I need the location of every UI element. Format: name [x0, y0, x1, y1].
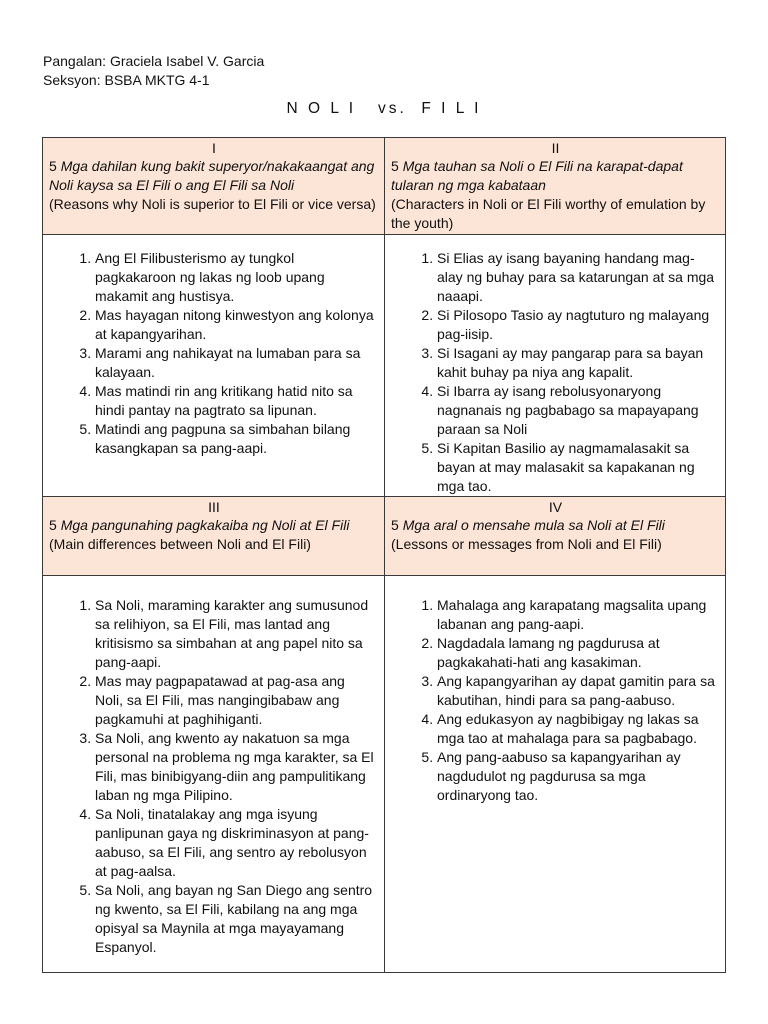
- list-item: 5. Sa Noli, ang bayan ng San Diego ang sentro ng kwento, sa El Fili, kabilang na ang mga opisyal sa Maynila at mga mayayamang Espanyol.: [95, 881, 374, 957]
- quadrant-header-1: [43, 138, 385, 235]
- list-item: 2. Nagdadala lamang ng pagdurusa at pagkakahati-hati ang kasakiman.: [437, 634, 715, 672]
- quadrant-roman-numeral: IV: [548, 499, 563, 515]
- list-item: 4. Ang edukasyon ay nagbibigay ng lakas sa mga tao at mahalaga para sa pagbabago.: [437, 710, 715, 748]
- list-item: 5. Matindi ang pagpuna sa simbahan bilang kasangkapan sa pang-aapi.: [95, 420, 374, 458]
- quadrant-content-3: [43, 576, 385, 973]
- list-item: 1. Ang El Filibusterismo ay tungkol pagkakaroon ng lakas ng loob upang makamit ang hustisya.: [95, 249, 374, 306]
- quadrant-list: [43, 576, 384, 957]
- list-item: 5. Si Kapitan Basilio ay nagmamalasakit sa bayan at may malasakit sa kapakanan ng mga tao.: [437, 439, 715, 496]
- quadrant-translation: (Characters in Noli or El Fili worthy of emulation by the youth): [391, 196, 706, 231]
- list-item: 3. Si Isagani ay may pangarap para sa bayan kahit buhay pa niya ang kapalit.: [437, 344, 715, 382]
- list-item: 2. Si Pilosopo Tasio ay nagtuturo ng malayang pag-iisip.: [437, 306, 715, 344]
- list-item: 4. Sa Noli, tinatalakay ang mga isyung panlipunan gaya ng diskriminasyon at pang-aabuso, sa El Fili, ang sentro ay rebolusyon at pag-aalsa.: [95, 805, 374, 881]
- quadrant-list: [385, 235, 725, 496]
- quadrant-header-4: [385, 497, 726, 576]
- list-item: 5. Ang pang-aabuso sa kapangyarihan ay nagdudulot ng pagdurusa sa mga ordinaryong tao.: [437, 748, 715, 805]
- quadrant-prompt: 5 Mga pangunahing pagkakaiba ng Noli at El Fili: [49, 517, 350, 533]
- list-item: 2. Mas hayagan nitong kinwestyon ang kolonya at kapangyarihan.: [95, 306, 374, 344]
- student-section: Seksyon: BSBA MKTG 4-1: [43, 72, 210, 88]
- list-item: 3. Sa Noli, ang kwento ay nakatuon sa mga personal na problema ng mga karakter, sa El Fili, mas binibigyang-diin ang pampulitikang laban ng mga Pilipino.: [95, 729, 374, 805]
- quadrant-content-4: [385, 576, 726, 973]
- student-name: Pangalan: Graciela Isabel V. Garcia: [43, 53, 265, 69]
- quadrant-prompt: 5 Mga dahilan kung bakit superyor/nakakaangat ang Noli kaysa sa El Fili o ang El Fili sa Noli: [49, 158, 375, 193]
- list-item: 3. Ang kapangyarihan ay dapat gamitin para sa kabutihan, hindi para sa pang-aabuso.: [437, 672, 715, 710]
- quadrant-translation: (Reasons why Noli is superior to El Fili or vice versa): [49, 196, 376, 212]
- quadrant-header-3: [43, 497, 385, 576]
- quadrant-prompt: 5 Mga aral o mensahe mula sa Noli at El Fili: [391, 517, 665, 533]
- quadrant-translation: (Lessons or messages from Noli and El Fili): [391, 536, 662, 552]
- quadrant-list: [385, 576, 725, 805]
- comparison-table: [42, 137, 726, 973]
- document-title: N O L I vs. F I L I: [286, 100, 482, 117]
- list-item: 1. Si Elias ay isang bayaning handang mag-alay ng buhay para sa katarungan at sa mga naaapi.: [437, 249, 715, 306]
- quadrant-content-1: [43, 235, 385, 497]
- quadrant-header-2: [385, 138, 726, 235]
- list-item: 4. Mas matindi rin ang kritikang hatid nito sa hindi pantay na pagtrato sa lipunan.: [95, 382, 374, 420]
- list-item: 4. Si Ibarra ay isang rebolusyonaryong nagnanais ng pagbabago sa mapayapang paraan sa Noli: [437, 382, 715, 439]
- quadrant-content-2: [385, 235, 726, 497]
- quadrant-roman-numeral: I: [212, 140, 216, 156]
- quadrant-list: [43, 235, 384, 458]
- quadrant-roman-numeral: III: [208, 499, 220, 515]
- quadrant-prompt: 5 Mga tauhan sa Noli o El Fili na karapat-dapat tularan ng mga kabataan: [391, 158, 683, 193]
- quadrant-translation: (Main differences between Noli and El Fili): [49, 536, 311, 552]
- list-item: 2. Mas may pagpapatawad at pag-asa ang Noli, sa El Fili, mas nangingibabaw ang pagkamuhi at paghihiganti.: [95, 672, 374, 729]
- list-item: 1. Mahalaga ang karapatang magsalita upang labanan ang pang-aapi.: [437, 596, 715, 634]
- quadrant-roman-numeral: II: [551, 140, 560, 156]
- list-item: 3. Marami ang nahikayat na lumaban para sa kalayaan.: [95, 344, 374, 382]
- list-item: 1. Sa Noli, maraming karakter ang sumusunod sa relihiyon, sa El Fili, mas lantad ang kritisismo sa simbahan at ang papel nito sa pang-aapi.: [95, 596, 374, 672]
